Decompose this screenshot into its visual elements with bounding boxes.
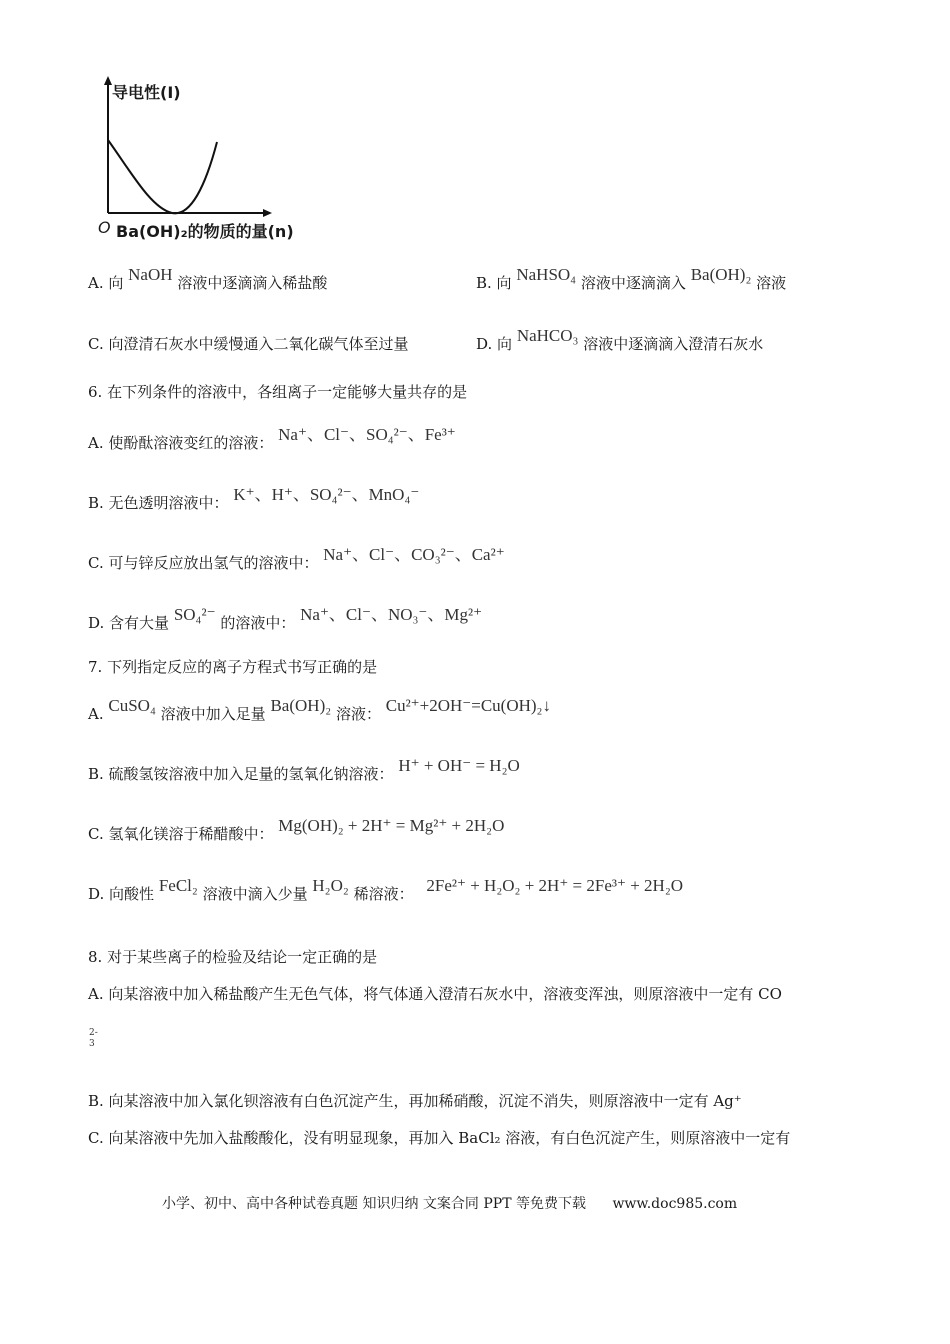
q7-a-suffix: 溶液：	[335, 705, 381, 723]
q5-b-mid: 溶液中逐滴滴入	[580, 274, 686, 292]
q7-option-d	[88, 876, 684, 904]
q7-b-equation: H⁺ + OH⁻ = H₂O	[398, 756, 520, 775]
q5-b-formula1: NaHSO₄	[516, 265, 577, 284]
q7-c-equation: Mg(OH)₂ + 2H⁺ = Mg²⁺ + 2H₂O	[278, 816, 505, 835]
q6-stem: 6. 在下列条件的溶液中，各组离子一定能够大量共存的是	[88, 383, 468, 401]
footer-text: 小学、初中、高中各种试卷真题 知识归纳 文案合同 PPT 等免费下载	[162, 1196, 586, 1212]
q5-b-prefix: B. 向	[476, 274, 512, 292]
q6-b-text: B. 无色透明溶液中：	[88, 494, 229, 512]
y-axis-arrow	[104, 76, 112, 85]
q5-c-text: C. 向澄清石灰水中缓慢通入二氧化碳气体至过量	[88, 335, 409, 353]
q8-a-subscript: 3	[89, 1039, 95, 1049]
q8-stem: 8. 对于某些离子的检验及结论一定正确的是	[88, 948, 378, 966]
q5-b-formula2: Ba(OH)₂	[690, 265, 752, 284]
q5-a-prefix: A. 向	[88, 274, 124, 292]
x-axis-arrow	[263, 209, 272, 217]
origin-label: O	[98, 218, 111, 237]
q6-b-ions: K⁺、H⁺、SO₄²⁻、MnO₄⁻	[233, 485, 420, 504]
q7-stem: 7. 下列指定反应的离子方程式书写正确的是	[88, 658, 378, 676]
q6-c-ions: Na⁺、Cl⁻、CO₃²⁻、Ca²⁺	[323, 545, 505, 564]
q7-a-formula2: Ba(OH)₂	[270, 696, 332, 715]
q7-c-text: C. 氢氧化镁溶于稀醋酸中：	[88, 825, 274, 843]
q5-option-a	[88, 265, 328, 293]
q7-a-equation: Cu²⁺+2OH⁻=Cu(OH)₂↓	[385, 696, 551, 715]
q7-d-suffix: 稀溶液：	[353, 885, 414, 903]
q7-option-a	[88, 696, 551, 724]
q6-option-d	[88, 605, 483, 633]
q7-option-c	[88, 816, 505, 844]
x-axis-label: Ba(OH)₂的物质的量(n)	[116, 222, 294, 241]
q6-c-text: C. 可与锌反应放出氢气的溶液中：	[88, 554, 319, 572]
q8-option-b: B. 向某溶液中加入氯化钡溶液有白色沉淀产生，再加稀硝酸，沉淀不消失，则原溶液中一定有 Ag⁺	[88, 1092, 742, 1110]
q5-a-suffix: 溶液中逐滴滴入稀盐酸	[177, 274, 328, 292]
y-axis-label: 导电性(I)	[112, 83, 181, 102]
q6-option-c	[88, 545, 505, 573]
q7-option-b	[88, 756, 520, 784]
q7-d-equation: 2Fe²⁺ + H₂O₂ + 2H⁺ = 2Fe³⁺ + 2H₂O	[426, 876, 684, 895]
q8-a-superscript: 2-	[89, 1028, 98, 1038]
q5-option-d	[476, 326, 764, 354]
q6-a-text: A. 使酚酞溶液变红的溶液：	[88, 434, 274, 452]
q7-a-prefix: A.	[88, 705, 104, 723]
q7-d-prefix: D. 向酸性	[88, 885, 155, 903]
q7-a-mid: 溶液中加入足量	[160, 705, 266, 723]
q6-d-prefix: D. 含有大量	[88, 614, 170, 632]
q7-a-formula1: CuSO₄	[108, 696, 156, 715]
q7-d-mid: 溶液中滴入少量	[202, 885, 308, 903]
q6-option-a	[88, 425, 456, 453]
q5-b-suffix: 溶液	[756, 274, 787, 292]
q7-d-formula2: H₂O₂	[312, 876, 349, 895]
q8-option-c: C. 向某溶液中先加入盐酸酸化，没有明显现象，再加入 BaCl₂ 溶液，有白色沉淀产生，则原溶液中一定有	[88, 1129, 791, 1147]
footer	[162, 1193, 737, 1213]
q6-d-ions: Na⁺、Cl⁻、NO₃⁻、Mg²⁺	[300, 605, 483, 624]
q5-option-c	[88, 333, 408, 354]
footer-url[interactable]: www.doc985.com	[612, 1196, 738, 1212]
q6-d-suffix: 的溶液中：	[220, 614, 296, 632]
q8-option-a-charge	[89, 1028, 98, 1050]
q5-d-prefix: D. 向	[476, 335, 513, 353]
conductivity-graph	[96, 74, 316, 244]
q7-d-formula1: FeCl₂	[158, 876, 198, 895]
q6-a-ions: Na⁺、Cl⁻、SO₄²⁻、Fe³⁺	[278, 425, 456, 444]
q5-option-b	[476, 265, 787, 293]
q5-a-formula: NaOH	[128, 265, 173, 284]
q7-b-text: B. 硫酸氢铵溶液中加入足量的氢氧化钠溶液：	[88, 765, 394, 783]
q5-d-suffix: 溶液中逐滴滴入澄清石灰水	[583, 335, 764, 353]
q8-option-a: A. 向某溶液中加入稀盐酸产生无色气体，将气体通入澄清石灰水中，溶液变浑浊，则原溶液中一定有 CO	[88, 985, 782, 1003]
conductivity-curve	[108, 140, 217, 213]
q6-option-b	[88, 485, 420, 513]
q6-d-formula: SO₄²⁻	[173, 605, 216, 624]
q5-d-formula: NaHCO₃	[516, 326, 579, 345]
